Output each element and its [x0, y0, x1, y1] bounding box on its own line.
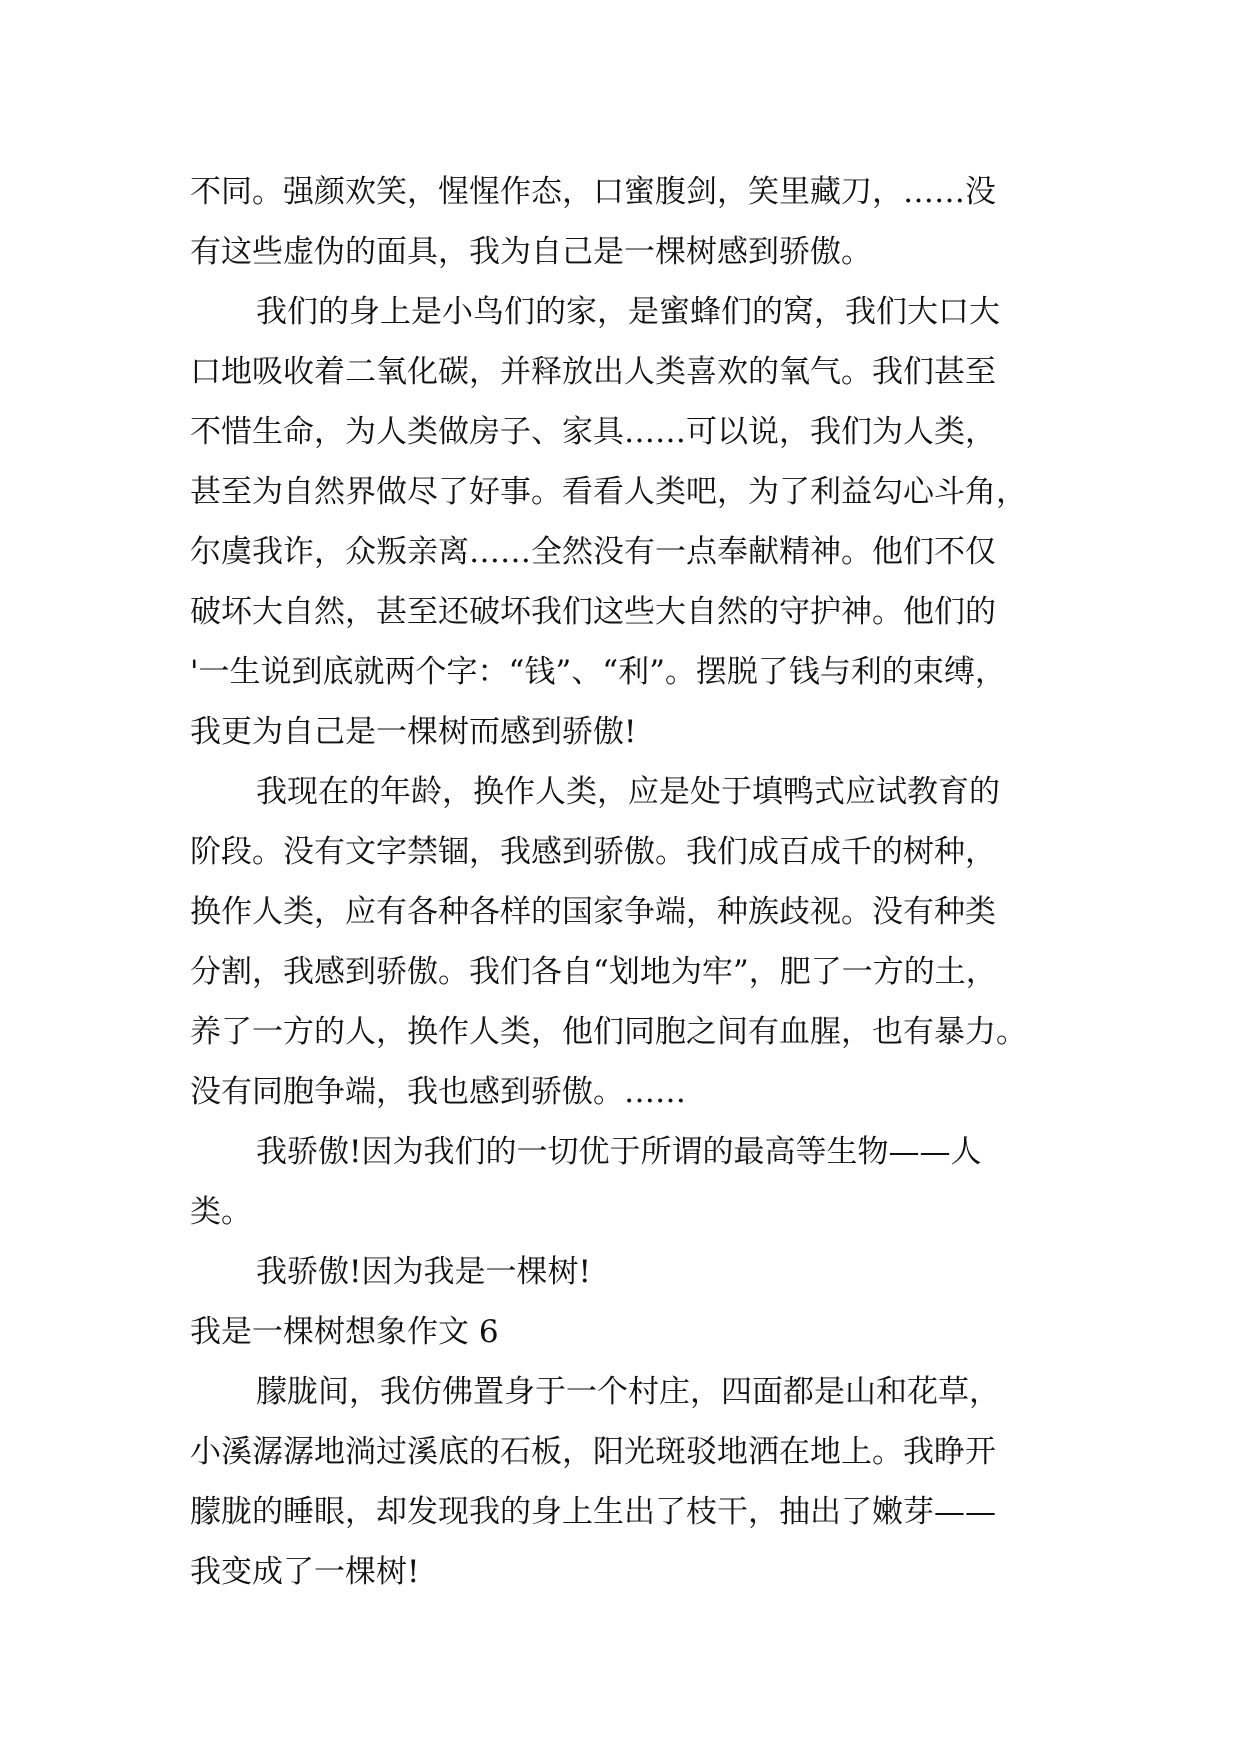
- text-line: 换作人类，应有各种各样的国家争端，种族歧视。没有种类: [190, 894, 996, 930]
- text-line: 小溪潺潺地淌过溪底的石板，阳光斑驳地洒在地上。我睁开: [190, 1434, 996, 1470]
- paragraph-6: [190, 1362, 1060, 1602]
- document-body: [190, 162, 1060, 1602]
- text-line: 我更为自己是一棵树而感到骄傲!: [190, 714, 637, 750]
- text-line: 我们的身上是小鸟们的家，是蜜蜂们的窝，我们大口大: [256, 294, 1000, 330]
- text-line: 不惜生命，为人类做房子、家具……可以说，我们为人类，: [190, 414, 996, 450]
- paragraph-4: [190, 1122, 1060, 1242]
- text-line: 没有同胞争端，我也感到骄傲。……: [190, 1074, 686, 1110]
- text-line: 分割，我感到骄傲。我们各自“划地为牢”，肥了一方的土，: [190, 954, 997, 990]
- text-line: 朦胧间，我仿佛置身于一个村庄，四面都是山和花草，: [256, 1374, 1000, 1410]
- text-line: 甚至为自然界做尽了好事。看看人类吧，为了利益勾心斗角，: [190, 474, 1027, 510]
- text-line: 我骄傲!因为我们的一切优于所谓的最高等生物——人: [256, 1134, 982, 1170]
- text-line: 我骄傲!因为我是一棵树!: [256, 1254, 591, 1290]
- text-line: 类。: [190, 1194, 252, 1230]
- paragraph-2: [190, 282, 1060, 762]
- section-heading: [190, 1302, 1060, 1362]
- text-line: 养了一方的人，换作人类，他们同胞之间有血腥，也有暴力。: [190, 1014, 1027, 1050]
- paragraph-3: [190, 762, 1060, 1122]
- text-line: 尔虞我诈，众叛亲离……全然没有一点奉献精神。他们不仅: [190, 534, 996, 570]
- text-line: 有这些虚伪的面具，我为自己是一棵树感到骄傲。: [190, 234, 872, 270]
- text-line: 破坏大自然，甚至还破坏我们这些大自然的守护神。他们的: [190, 594, 996, 630]
- text-line: 朦胧的睡眼，却发现我的身上生出了枝干，抽出了嫩芽——: [190, 1494, 996, 1530]
- text-line: 我现在的年龄，换作人类，应是处于填鸭式应试教育的: [256, 774, 1000, 810]
- text-line: 阶段。没有文字禁锢，我感到骄傲。我们成百成千的树种，: [190, 834, 996, 870]
- paragraph-1: [190, 162, 1060, 282]
- text-line: 我变成了一棵树!: [190, 1554, 420, 1590]
- heading-text: 我是一棵树想象作文 6: [190, 1314, 499, 1350]
- text-line: 口地吸收着二氧化碳，并释放出人类喜欢的氧气。我们甚至: [190, 354, 996, 390]
- text-line: 不同。强颜欢笑，惺惺作态，口蜜腹剑，笑里藏刀，……没: [190, 174, 996, 210]
- text-line: '一生说到底就两个字：“钱”、“利”。摆脱了钱与利的束缚，: [190, 654, 1006, 690]
- paragraph-5: [190, 1242, 1060, 1302]
